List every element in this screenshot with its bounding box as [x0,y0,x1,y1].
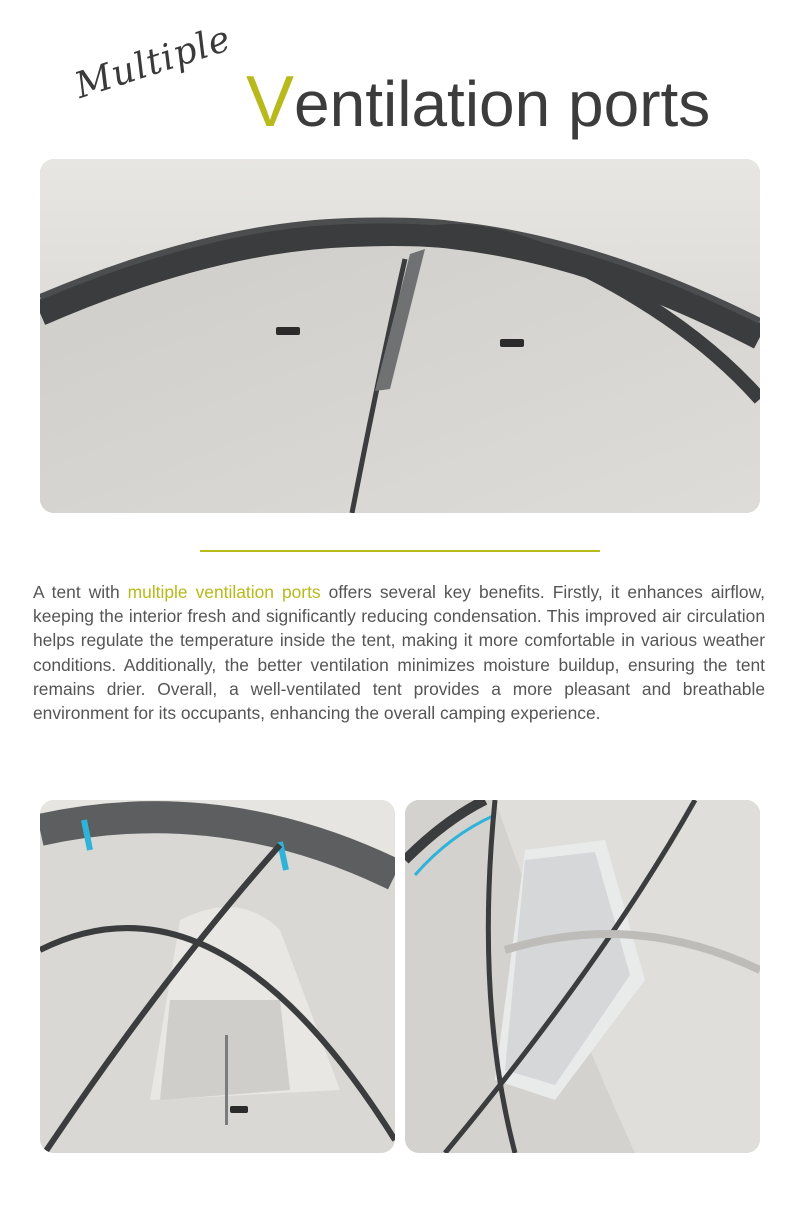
description-after: offers several key benefits. Firstly, it enhances airflow, keeping the interior fresh and significantly reducing condensation. This improved air circulation helps regulate the temperature inside the tent, making it more comfortable in various weather conditions. Additionally, the better ventilation minimizes moisture buildup, ensuring the tent remains drier. Overall, a well-ventilated tent provides a more pleasant and breathable environment for its occupants, enhancing the overall camping experience. [33,582,766,724]
vent-poles-illustration [40,800,395,1153]
vent-detail-photo-left [40,800,395,1153]
description-paragraph [33,580,765,725]
main-tent-photo [40,159,760,513]
title-rest: entilation ports [294,68,711,140]
title-initial: V [246,62,295,142]
header [0,0,800,160]
description-before: A tent with [33,582,128,602]
description-highlight: multiple ventilation ports [127,582,321,602]
accent-divider [200,550,600,552]
side-vent-illustration [405,800,760,1153]
page-title [246,62,711,142]
script-word: Multiple [70,18,237,107]
vent-detail-photo-right [405,800,760,1153]
tent-ceiling-illustration [40,159,760,513]
